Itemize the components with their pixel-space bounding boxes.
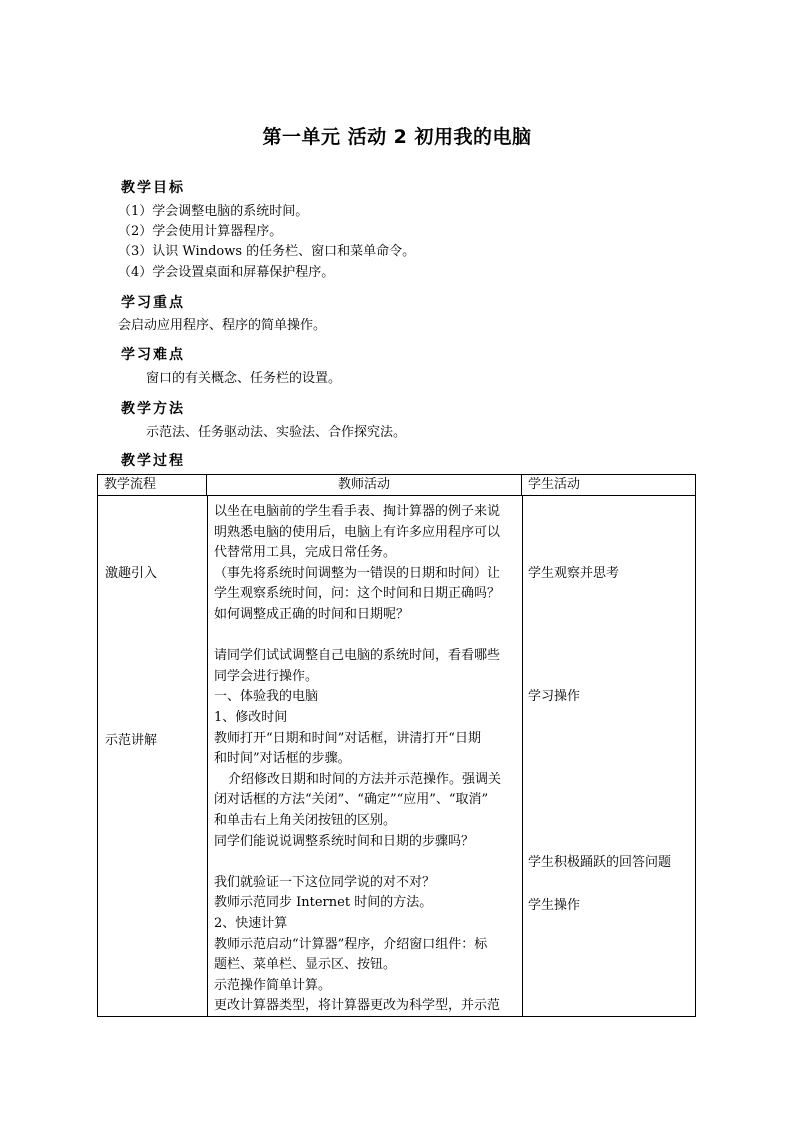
teacher-line: 题栏、菜单栏、显示区、按钮。 bbox=[214, 957, 397, 972]
table-header-row bbox=[98, 475, 696, 496]
teacher-line: 和时间”对话框的步骤。 bbox=[214, 751, 351, 766]
teacher-line: 示范操作简单计算。 bbox=[214, 978, 332, 993]
objective-item: （1）学会调整电脑的系统时间。 bbox=[118, 204, 309, 219]
teacher-line: 教师打开“日期和时间”对话框，讲清打开“日期 bbox=[214, 731, 481, 746]
column-divider bbox=[207, 496, 208, 1016]
teacher-line: 学生观察系统时间，问：这个时间和日期正确吗？ bbox=[214, 586, 501, 601]
header-teacher: 教师活动 bbox=[207, 475, 522, 496]
teacher-line: 同学会进行操作。 bbox=[214, 669, 319, 684]
student-line: 学生积极踊跃的回答问题 bbox=[528, 855, 672, 870]
objective-item: （2）学会使用计算器程序。 bbox=[118, 224, 283, 239]
teacher-line: 如何调整成正确的时间和日期呢？ bbox=[214, 607, 410, 622]
teacher-line: 2、快速计算 bbox=[214, 916, 288, 931]
teacher-line: 更改计算器类型，将计算器更改为科学型，并示范 bbox=[214, 998, 501, 1013]
teacher-line: 同学们能说说调整系统时间和日期的步骤吗？ bbox=[214, 834, 475, 849]
table-row bbox=[98, 496, 696, 1017]
table-body-cell bbox=[98, 496, 695, 1016]
student-line: 学生操作 bbox=[528, 898, 581, 913]
key-points-text: 会启动应用程序、程序的简单操作。 bbox=[118, 318, 327, 333]
methods-text: 示范法、任务驱动法、实验法、合作探究法。 bbox=[146, 425, 407, 440]
teacher-line: 教师示范同步 Internet 时间的方法。 bbox=[214, 895, 433, 910]
difficulties-heading: 学习难点 bbox=[121, 347, 185, 363]
student-line: 学生观察并思考 bbox=[528, 566, 620, 581]
teacher-line: 以坐在电脑前的学生看手表、掏计算器的例子来说 bbox=[214, 504, 501, 519]
difficulties-text: 窗口的有关概念、任务栏的设置。 bbox=[146, 371, 342, 386]
page-title: 第一单元 活动 2 初用我的电脑 bbox=[262, 126, 532, 148]
teacher-line: 和单击右上角关闭按钮的区别。 bbox=[214, 813, 397, 828]
teacher-line: 明熟悉电脑的使用后，电脑上有许多应用程序可以 bbox=[214, 525, 501, 540]
objective-item: （4）学会设置桌面和屏幕保护程序。 bbox=[118, 265, 335, 280]
student-line: 学习操作 bbox=[528, 689, 581, 704]
objectives-heading: 教学目标 bbox=[121, 180, 185, 196]
header-stage: 教学流程 bbox=[98, 475, 207, 496]
teacher-line: 闭对话框的方法“关闭”、“确定”“应用”、“取消” bbox=[214, 792, 489, 807]
process-table bbox=[97, 474, 696, 1017]
objective-item: （3）认识 Windows 的任务栏、窗口和菜单命令。 bbox=[118, 244, 416, 259]
teacher-line: 1、修改时间 bbox=[214, 710, 288, 725]
header-student: 学生活动 bbox=[522, 475, 696, 496]
teacher-line: 代替常用工具，完成日常任务。 bbox=[214, 545, 397, 560]
stage-label: 示范讲解 bbox=[105, 733, 158, 748]
teacher-line: 介绍修改日期和时间的方法并示范操作。强调关 bbox=[228, 772, 502, 787]
methods-heading: 教学方法 bbox=[121, 401, 185, 417]
teacher-line: 一、体验我的电脑 bbox=[214, 689, 319, 704]
process-heading: 教学过程 bbox=[121, 453, 185, 469]
column-divider bbox=[522, 496, 523, 1016]
teacher-line: 我们就验证一下这位同学说的对不对？ bbox=[214, 875, 436, 890]
teacher-line: 请同学们试试调整自己电脑的系统时间，看看哪些 bbox=[214, 648, 501, 663]
key-points-heading: 学习重点 bbox=[121, 295, 185, 311]
teacher-line: （事先将系统时间调整为一错误的日期和时间）让 bbox=[214, 566, 501, 581]
teacher-line: 教师示范启动“计算器”程序，介绍窗口组件：标 bbox=[214, 937, 488, 952]
stage-label: 激趣引入 bbox=[105, 566, 158, 581]
